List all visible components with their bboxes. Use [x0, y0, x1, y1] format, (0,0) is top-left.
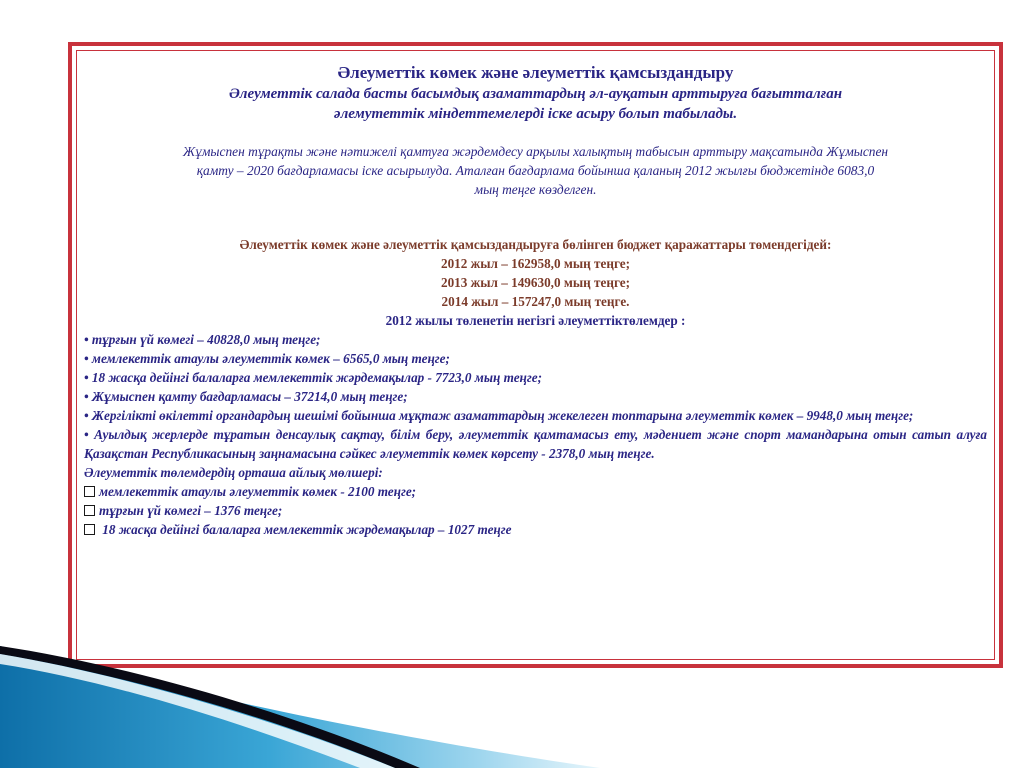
average-heading: Әлеуметтік төлемдердің орташа айлық мөлшері:: [84, 465, 383, 480]
intro-line-3: мың теңге көзделген.: [474, 182, 597, 197]
checkbox-icon: [84, 505, 95, 516]
payment-item: • Ауылдық жерлерде тұратын денсаулық сақтау, білім беру, әлеуметтік қамтамасыз ету, мәдениет және спорт мамандарына отын сатып алуға Қазақстан Республикасының заңнамасына сәйкес әлеуметтік көмек көрсету - 2378,0 мың теңге.: [84, 425, 987, 463]
average-item-text: тұрғын үй көмегі – 1376 теңге;: [99, 503, 283, 518]
slide-title: Әлеуметтік көмек және әлеуметтік қамсыздандыру: [337, 63, 734, 82]
payment-item: • Жергілікті өкілетті органдардың шешімі бойынша мұқтаж азаматтардың жекелеген топтарына әлеуметтік көмек – 9948,0 мың теңге;: [84, 406, 987, 425]
average-item: [84, 482, 987, 501]
intro-line-1: Жұмыспен тұрақты және нәтижелі қамтуға жәрдемдесу арқылы халықтың табысын арттыру мақсатында Жұмыспен: [182, 144, 889, 159]
spacer: [84, 199, 987, 235]
intro-line-2: қамту – 2020 бағдарламасы іске асырылуда. Аталған бағдарлама бойынша қаланың 2012 жылғы бюджетінде 6083,0: [196, 163, 875, 178]
payment-item: • 18 жасқа дейінгі балаларға мемлекеттік жәрдемақылар - 7723,0 мың теңге;: [84, 368, 987, 387]
average-item-text: мемлекеттік атаулы әлеуметтік көмек - 2100 теңге;: [99, 484, 417, 499]
payments-heading: 2012 жылы төленетін негізгі әлеуметтіктөлемдер :: [385, 313, 686, 328]
average-item: [84, 501, 987, 520]
budget-year-2012: 2012 жыл – 162958,0 мың теңге;: [440, 256, 631, 271]
checkbox-icon: [84, 524, 95, 535]
average-item-text: 18 жасқа дейінгі балаларға мемлекеттік жәрдемақылар – 1027 теңге: [99, 522, 512, 537]
payment-item: • мемлекеттік атаулы әлеуметтік көмек – 6565,0 мың теңге;: [84, 349, 987, 368]
slide-frame: [68, 42, 1003, 668]
decorative-swoosh: [0, 638, 600, 768]
average-item: [84, 520, 987, 539]
payment-item: • Жұмыспен қамту бағдарламасы – 37214,0 мың теңге;: [84, 387, 987, 406]
budget-year-2013: 2013 жыл – 149630,0 мың теңге;: [440, 275, 631, 290]
budget-heading: Әлеуметтік көмек және әлеуметтік қамсыздандыруға бөлінген бюджет қаражаттары төмендегідей:: [239, 237, 832, 252]
payment-item: • тұрғын үй көмегі – 40828,0 мың теңге;: [84, 330, 987, 349]
subtitle-line-2: әлемутеттік міндеттемелерді іске асыру болып табылады.: [333, 106, 738, 122]
checkbox-icon: [84, 486, 95, 497]
budget-year-2014: 2014 жыл – 157247,0 мың теңге.: [441, 294, 630, 309]
slide-content: [84, 62, 987, 539]
intro-paragraph: [84, 142, 987, 199]
subtitle-line-1: Әлеуметтік салада басты басымдық азаматтардың әл-ауқатын арттыруға бағытталған: [228, 86, 843, 102]
